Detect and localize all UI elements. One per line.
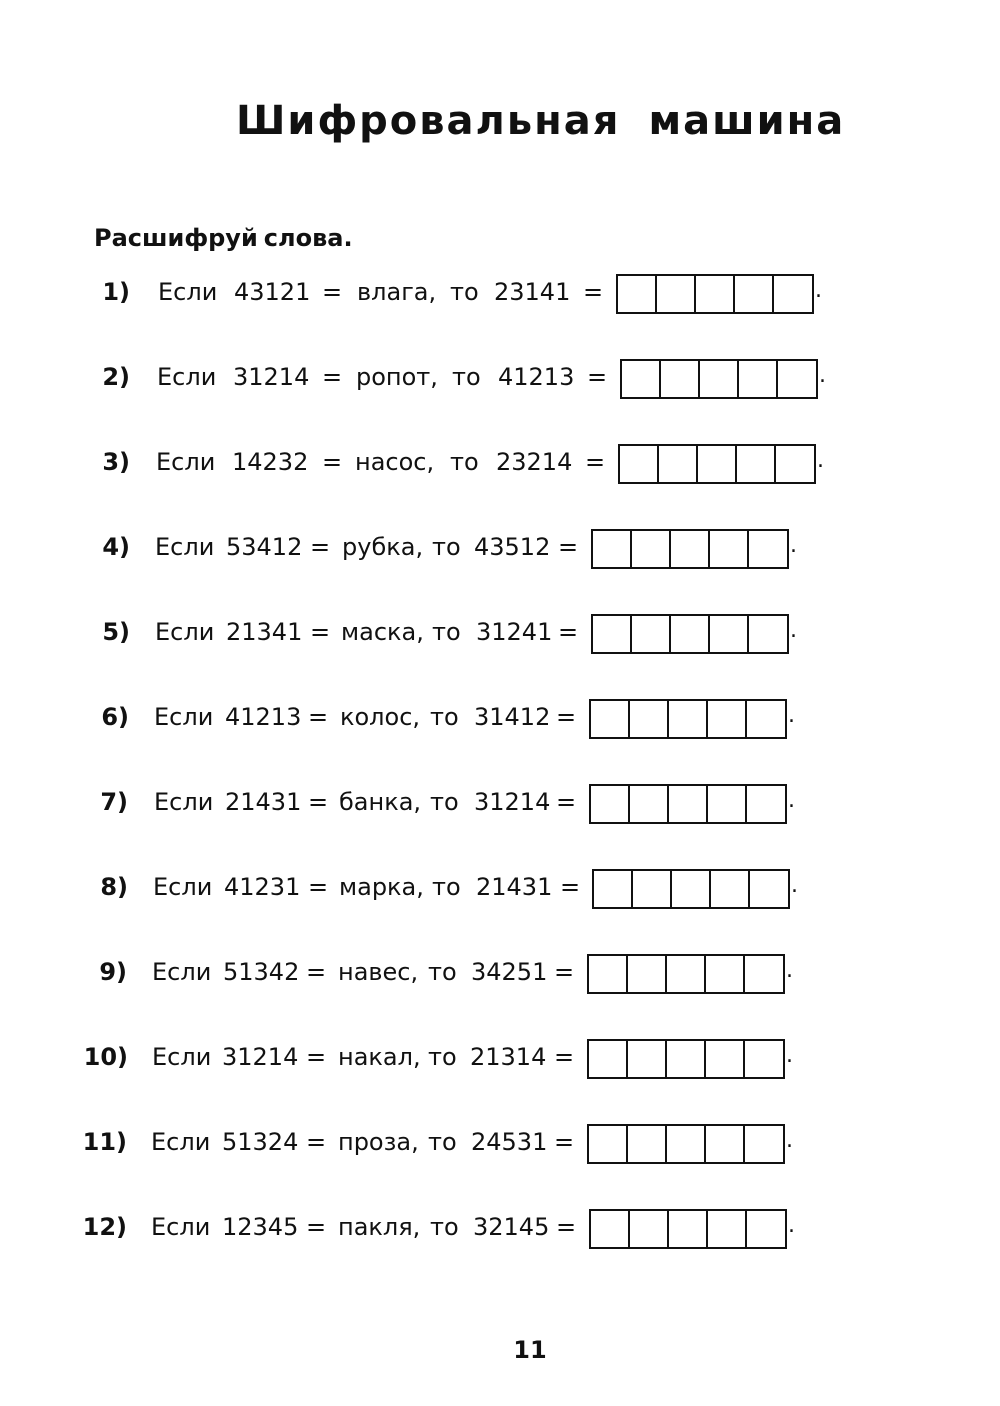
equals-sign: = [306, 1213, 327, 1241]
task-row [0, 274, 1000, 314]
answer-cell[interactable] [698, 446, 737, 482]
code-value: 21341 [226, 618, 303, 646]
example-word: накал, [338, 1043, 421, 1071]
answer-cell[interactable] [618, 276, 657, 312]
answer-cell[interactable] [750, 871, 788, 907]
if-word: Если [158, 278, 218, 306]
example-word: колос, [340, 703, 421, 731]
task-row [0, 784, 1000, 824]
then-word: то [432, 533, 461, 561]
answer-cell[interactable] [628, 1126, 667, 1162]
answer-cell[interactable] [774, 276, 812, 312]
answer-cell[interactable] [633, 871, 672, 907]
then-word: то [430, 703, 459, 731]
if-word: Если [154, 703, 214, 731]
then-word: то [452, 363, 481, 391]
task-row [0, 1209, 1000, 1249]
task-number: 7) [100, 788, 128, 816]
task-number: 10) [83, 1043, 128, 1071]
answer-cell[interactable] [696, 276, 735, 312]
code-value: 31214 [222, 1043, 299, 1071]
example-word: ропот, [356, 363, 438, 391]
answer-cell[interactable] [589, 1126, 628, 1162]
if-word: Если [155, 533, 215, 561]
then-word: то [432, 873, 461, 901]
target-code: 24531 [471, 1128, 548, 1156]
task-number: 9) [99, 958, 127, 986]
task-number: 5) [102, 618, 130, 646]
answer-cell[interactable] [747, 786, 785, 822]
equals-sign: = [558, 618, 579, 646]
answer-cell[interactable] [706, 1041, 745, 1077]
answer-cell[interactable] [747, 1211, 785, 1247]
example-word: рубка, [342, 533, 424, 561]
answer-cell[interactable] [589, 1041, 628, 1077]
instruction [94, 224, 353, 252]
equals-sign: = [585, 448, 606, 476]
equals-sign: = [583, 278, 604, 306]
equals-sign: = [556, 1213, 577, 1241]
task-number: 3) [102, 448, 130, 476]
answer-cell[interactable] [657, 276, 696, 312]
answer-cell[interactable] [659, 446, 698, 482]
answer-cell[interactable] [669, 1211, 708, 1247]
answer-cell[interactable] [737, 446, 776, 482]
then-word: то [432, 618, 461, 646]
answer-cell[interactable] [708, 1211, 747, 1247]
answer-cell[interactable] [739, 361, 778, 397]
then-word: то [428, 958, 457, 986]
code-value: 14232 [232, 448, 309, 476]
answer-cell[interactable] [630, 786, 669, 822]
code-value: 31214 [233, 363, 310, 391]
equals-sign: = [308, 788, 329, 816]
example-word: проза, [338, 1128, 419, 1156]
code-value: 41231 [224, 873, 301, 901]
answer-cell[interactable] [632, 531, 671, 567]
if-word: Если [152, 1043, 212, 1071]
answer-cell[interactable] [735, 276, 774, 312]
equals-sign: = [322, 363, 343, 391]
task-number: 6) [101, 703, 129, 731]
task-row [0, 359, 1000, 399]
answer-cell[interactable] [591, 786, 630, 822]
answer-boxes[interactable] [616, 274, 814, 314]
answer-cell[interactable] [671, 616, 710, 652]
page-title [236, 98, 845, 144]
answer-boxes[interactable] [618, 444, 816, 484]
answer-cell[interactable] [710, 616, 749, 652]
task-number: 12) [82, 1213, 127, 1241]
equals-sign: = [556, 788, 577, 816]
equals-sign: = [308, 703, 329, 731]
equals-sign: = [306, 958, 327, 986]
code-value: 21431 [225, 788, 302, 816]
then-word: то [428, 1128, 457, 1156]
task-row [0, 869, 1000, 909]
period: . [788, 788, 795, 813]
answer-boxes[interactable] [592, 869, 790, 909]
period: . [786, 1128, 793, 1153]
instruction-word-1: Расшифруй [94, 224, 258, 252]
equals-sign: = [587, 363, 608, 391]
equals-sign: = [554, 958, 575, 986]
code-value: 51324 [222, 1128, 299, 1156]
answer-cell[interactable] [669, 786, 708, 822]
period: . [788, 703, 795, 728]
code-value: 53412 [226, 533, 303, 561]
then-word: то [430, 1213, 459, 1241]
if-word: Если [152, 958, 212, 986]
target-code: 41213 [498, 363, 575, 391]
answer-cell[interactable] [620, 446, 659, 482]
period: . [786, 1043, 793, 1068]
title-word-1: Шифровальная [236, 98, 621, 144]
answer-cell[interactable] [667, 1126, 706, 1162]
answer-boxes[interactable] [591, 529, 789, 569]
equals-sign: = [308, 873, 329, 901]
task-row [0, 1124, 1000, 1164]
then-word: то [430, 788, 459, 816]
code-value: 12345 [222, 1213, 299, 1241]
answer-boxes[interactable] [589, 784, 787, 824]
answer-cell[interactable] [622, 361, 661, 397]
answer-cell[interactable] [667, 956, 706, 992]
target-code: 43512 [474, 533, 551, 561]
answer-cell[interactable] [708, 701, 747, 737]
then-word: то [450, 448, 479, 476]
answer-cell[interactable] [708, 786, 747, 822]
equals-sign: = [310, 618, 331, 646]
equals-sign: = [556, 703, 577, 731]
answer-cell[interactable] [594, 871, 633, 907]
answer-cell[interactable] [591, 701, 630, 737]
answer-cell[interactable] [671, 531, 710, 567]
answer-cell[interactable] [628, 956, 667, 992]
answer-cell[interactable] [749, 531, 787, 567]
task-row [0, 954, 1000, 994]
period: . [790, 533, 797, 558]
equals-sign: = [554, 1128, 575, 1156]
answer-cell[interactable] [745, 1041, 783, 1077]
answer-cell[interactable] [589, 956, 628, 992]
period: . [786, 958, 793, 983]
period: . [815, 278, 822, 303]
code-value: 51342 [223, 958, 300, 986]
if-word: Если [153, 873, 213, 901]
answer-boxes[interactable] [587, 1039, 785, 1079]
task-row [0, 529, 1000, 569]
equals-sign: = [558, 533, 579, 561]
target-code: 21314 [470, 1043, 547, 1071]
answer-boxes[interactable] [620, 359, 818, 399]
answer-boxes[interactable] [591, 614, 789, 654]
task-number: 8) [100, 873, 128, 901]
equals-sign: = [322, 448, 343, 476]
target-code: 31214 [474, 788, 551, 816]
then-word: то [450, 278, 479, 306]
target-code: 31241 [476, 618, 553, 646]
code-value: 43121 [234, 278, 311, 306]
target-code: 23141 [494, 278, 571, 306]
equals-sign: = [554, 1043, 575, 1071]
target-code: 23214 [496, 448, 573, 476]
task-row [0, 614, 1000, 654]
answer-boxes[interactable] [589, 699, 787, 739]
answer-cell[interactable] [778, 361, 816, 397]
answer-cell[interactable] [706, 1126, 745, 1162]
task-row [0, 699, 1000, 739]
answer-cell[interactable] [776, 446, 814, 482]
answer-boxes[interactable] [589, 1209, 787, 1249]
if-word: Если [151, 1213, 211, 1241]
equals-sign: = [322, 278, 343, 306]
answer-cell[interactable] [700, 361, 739, 397]
target-code: 34251 [471, 958, 548, 986]
answer-cell[interactable] [711, 871, 750, 907]
example-word: пакля, [338, 1213, 421, 1241]
answer-cell[interactable] [706, 956, 745, 992]
answer-cell[interactable] [632, 616, 671, 652]
target-code: 32145 [473, 1213, 550, 1241]
example-word: маска, [341, 618, 424, 646]
example-word: влага, [357, 278, 437, 306]
code-value: 41213 [225, 703, 302, 731]
answer-cell[interactable] [710, 531, 749, 567]
task-row [0, 444, 1000, 484]
if-word: Если [156, 448, 216, 476]
equals-sign: = [306, 1043, 327, 1071]
answer-cell[interactable] [667, 1041, 706, 1077]
answer-cell[interactable] [747, 701, 785, 737]
task-number: 4) [102, 533, 130, 561]
period: . [791, 873, 798, 898]
period: . [819, 363, 826, 388]
example-word: насос, [355, 448, 435, 476]
example-word: навес, [338, 958, 419, 986]
answer-cell[interactable] [669, 701, 708, 737]
answer-cell[interactable] [672, 871, 711, 907]
answer-cell[interactable] [661, 361, 700, 397]
answer-cell[interactable] [628, 1041, 667, 1077]
answer-cell[interactable] [593, 531, 632, 567]
answer-cell[interactable] [630, 701, 669, 737]
period: . [788, 1213, 795, 1238]
task-row [0, 1039, 1000, 1079]
target-code: 31412 [474, 703, 551, 731]
answer-cell[interactable] [745, 956, 783, 992]
then-word: то [428, 1043, 457, 1071]
target-code: 21431 [476, 873, 553, 901]
task-number: 2) [102, 363, 130, 391]
title-word-2: машина [648, 98, 846, 144]
page-number: 11 [513, 1336, 547, 1364]
task-number: 11) [82, 1128, 127, 1156]
if-word: Если [154, 788, 214, 816]
example-word: марка, [339, 873, 424, 901]
period: . [817, 448, 824, 473]
example-word: банка, [339, 788, 422, 816]
answer-boxes[interactable] [587, 1124, 785, 1164]
answer-boxes[interactable] [587, 954, 785, 994]
answer-cell[interactable] [745, 1126, 783, 1162]
answer-cell[interactable] [630, 1211, 669, 1247]
answer-cell[interactable] [591, 1211, 630, 1247]
equals-sign: = [560, 873, 581, 901]
period: . [790, 618, 797, 643]
task-number: 1) [102, 278, 130, 306]
answer-cell[interactable] [593, 616, 632, 652]
if-word: Если [151, 1128, 211, 1156]
if-word: Если [155, 618, 215, 646]
if-word: Если [157, 363, 217, 391]
equals-sign: = [310, 533, 331, 561]
equals-sign: = [306, 1128, 327, 1156]
instruction-word-2: слова. [263, 224, 353, 252]
answer-cell[interactable] [749, 616, 787, 652]
